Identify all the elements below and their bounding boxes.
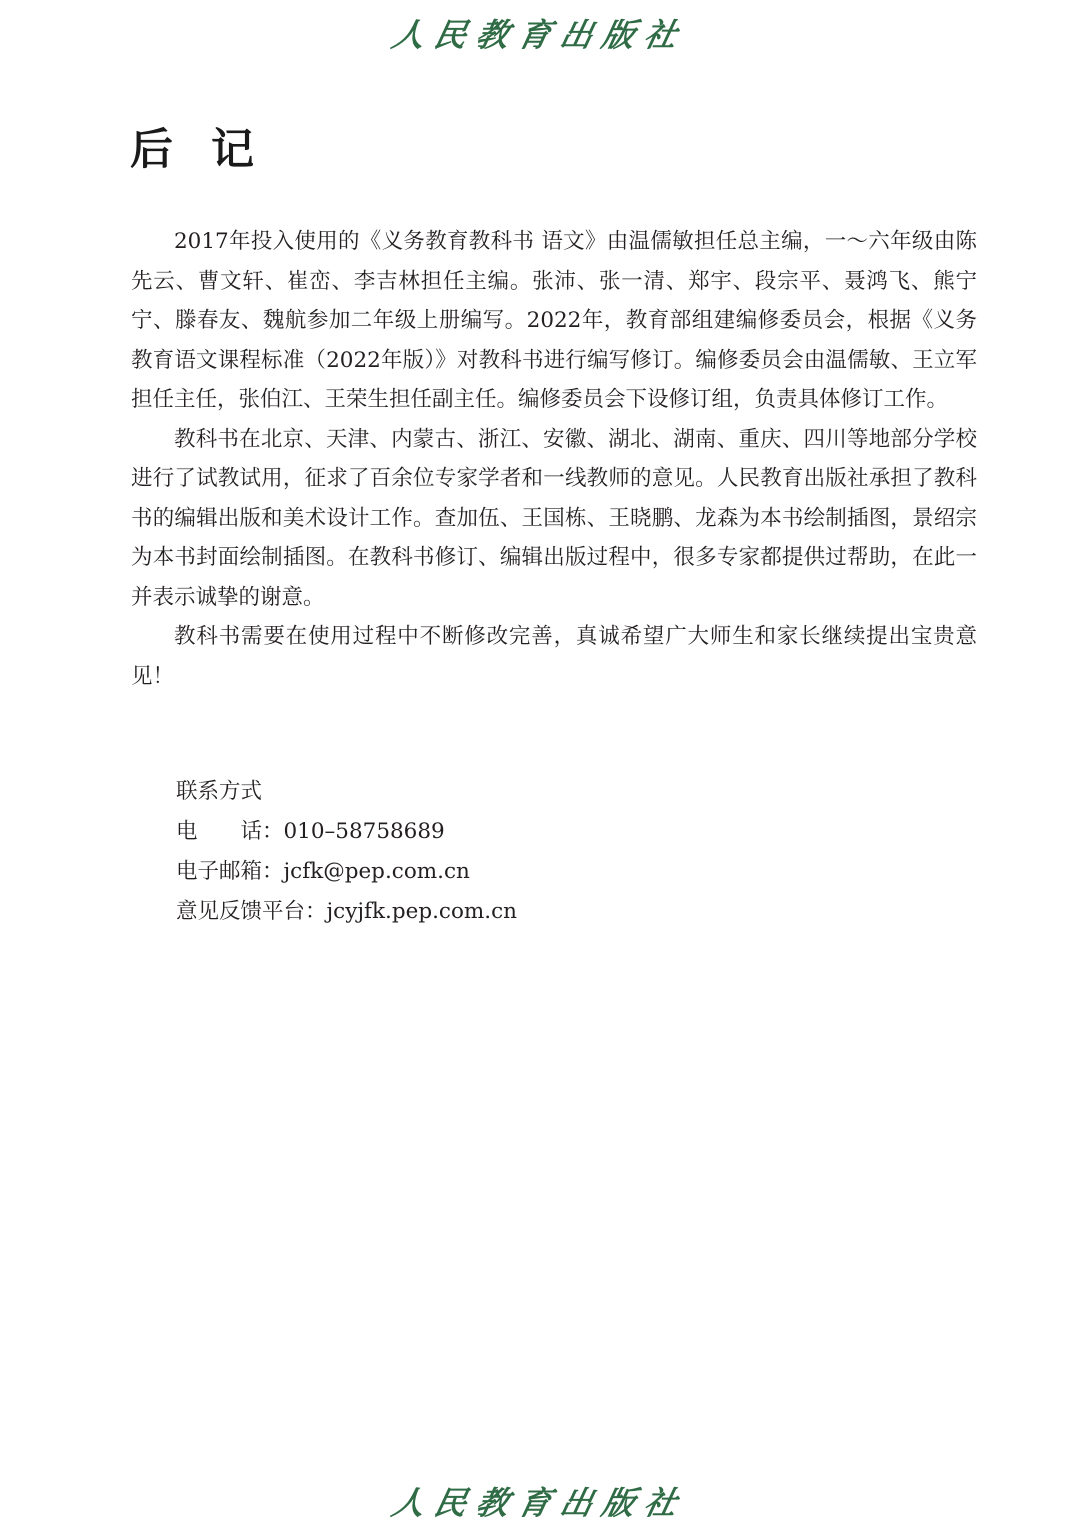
contact-feedback-platform: 意见反馈平台：jcyjfk.pep.com.cn bbox=[176, 899, 518, 924]
contact-heading: 联系方式 bbox=[176, 779, 263, 804]
paragraph-feedback-request: 教科书需要在使用过程中不断修改完善，真诚希望广大师生和家长继续提出宝贵意见！ bbox=[131, 624, 977, 689]
publisher-logo-bottom: 人民教育出版社 bbox=[388, 1484, 691, 1522]
paragraph-acknowledgements: 教科书在北京、天津、内蒙古、浙江、安徽、湖北、湖南、重庆、四川等地部分学校进行了试教试用，征求了百余位专家学者和一线教师的意见。人民教育出版社承担了教科书的编辑出版和美术设计工作。查加伍、王国栋、王晓鹏、龙森为本书绘制插图，景绍宗为本书封面绘制插图。在教科书修订、编辑出版过程中，很多专家都提供过帮助，在此一并表示诚挚的谢意。 bbox=[131, 426, 977, 610]
publisher-logo-top: 人民教育出版社 bbox=[388, 16, 691, 54]
afterword-body bbox=[131, 222, 977, 696]
contact-info bbox=[176, 772, 876, 932]
page-title: 后记 bbox=[130, 125, 292, 175]
contact-phone: 电 话：010–58758689 bbox=[176, 819, 445, 844]
paragraph-editors: 2017年投入使用的《义务教育教科书 语文》由温儒敏担任总主编，一～六年级由陈先云、曹文轩、崔峦、李吉林担任主编。张沛、张一清、郑宇、段宗平、聂鸿飞、熊宁宁、滕春友、魏航参加二年级上册编写。2022年，教育部组建编修委员会，根据《义务教育语文课程标准（2022年版）》对教科书进行编写修订。编修委员会由温儒敏、王立军担任主任，张伯江、王荣生担任副主任。编修委员会下设修订组，负责具体修订工作。 bbox=[131, 229, 977, 412]
contact-email: 电子邮箱：jcfk@pep.com.cn bbox=[176, 859, 470, 884]
